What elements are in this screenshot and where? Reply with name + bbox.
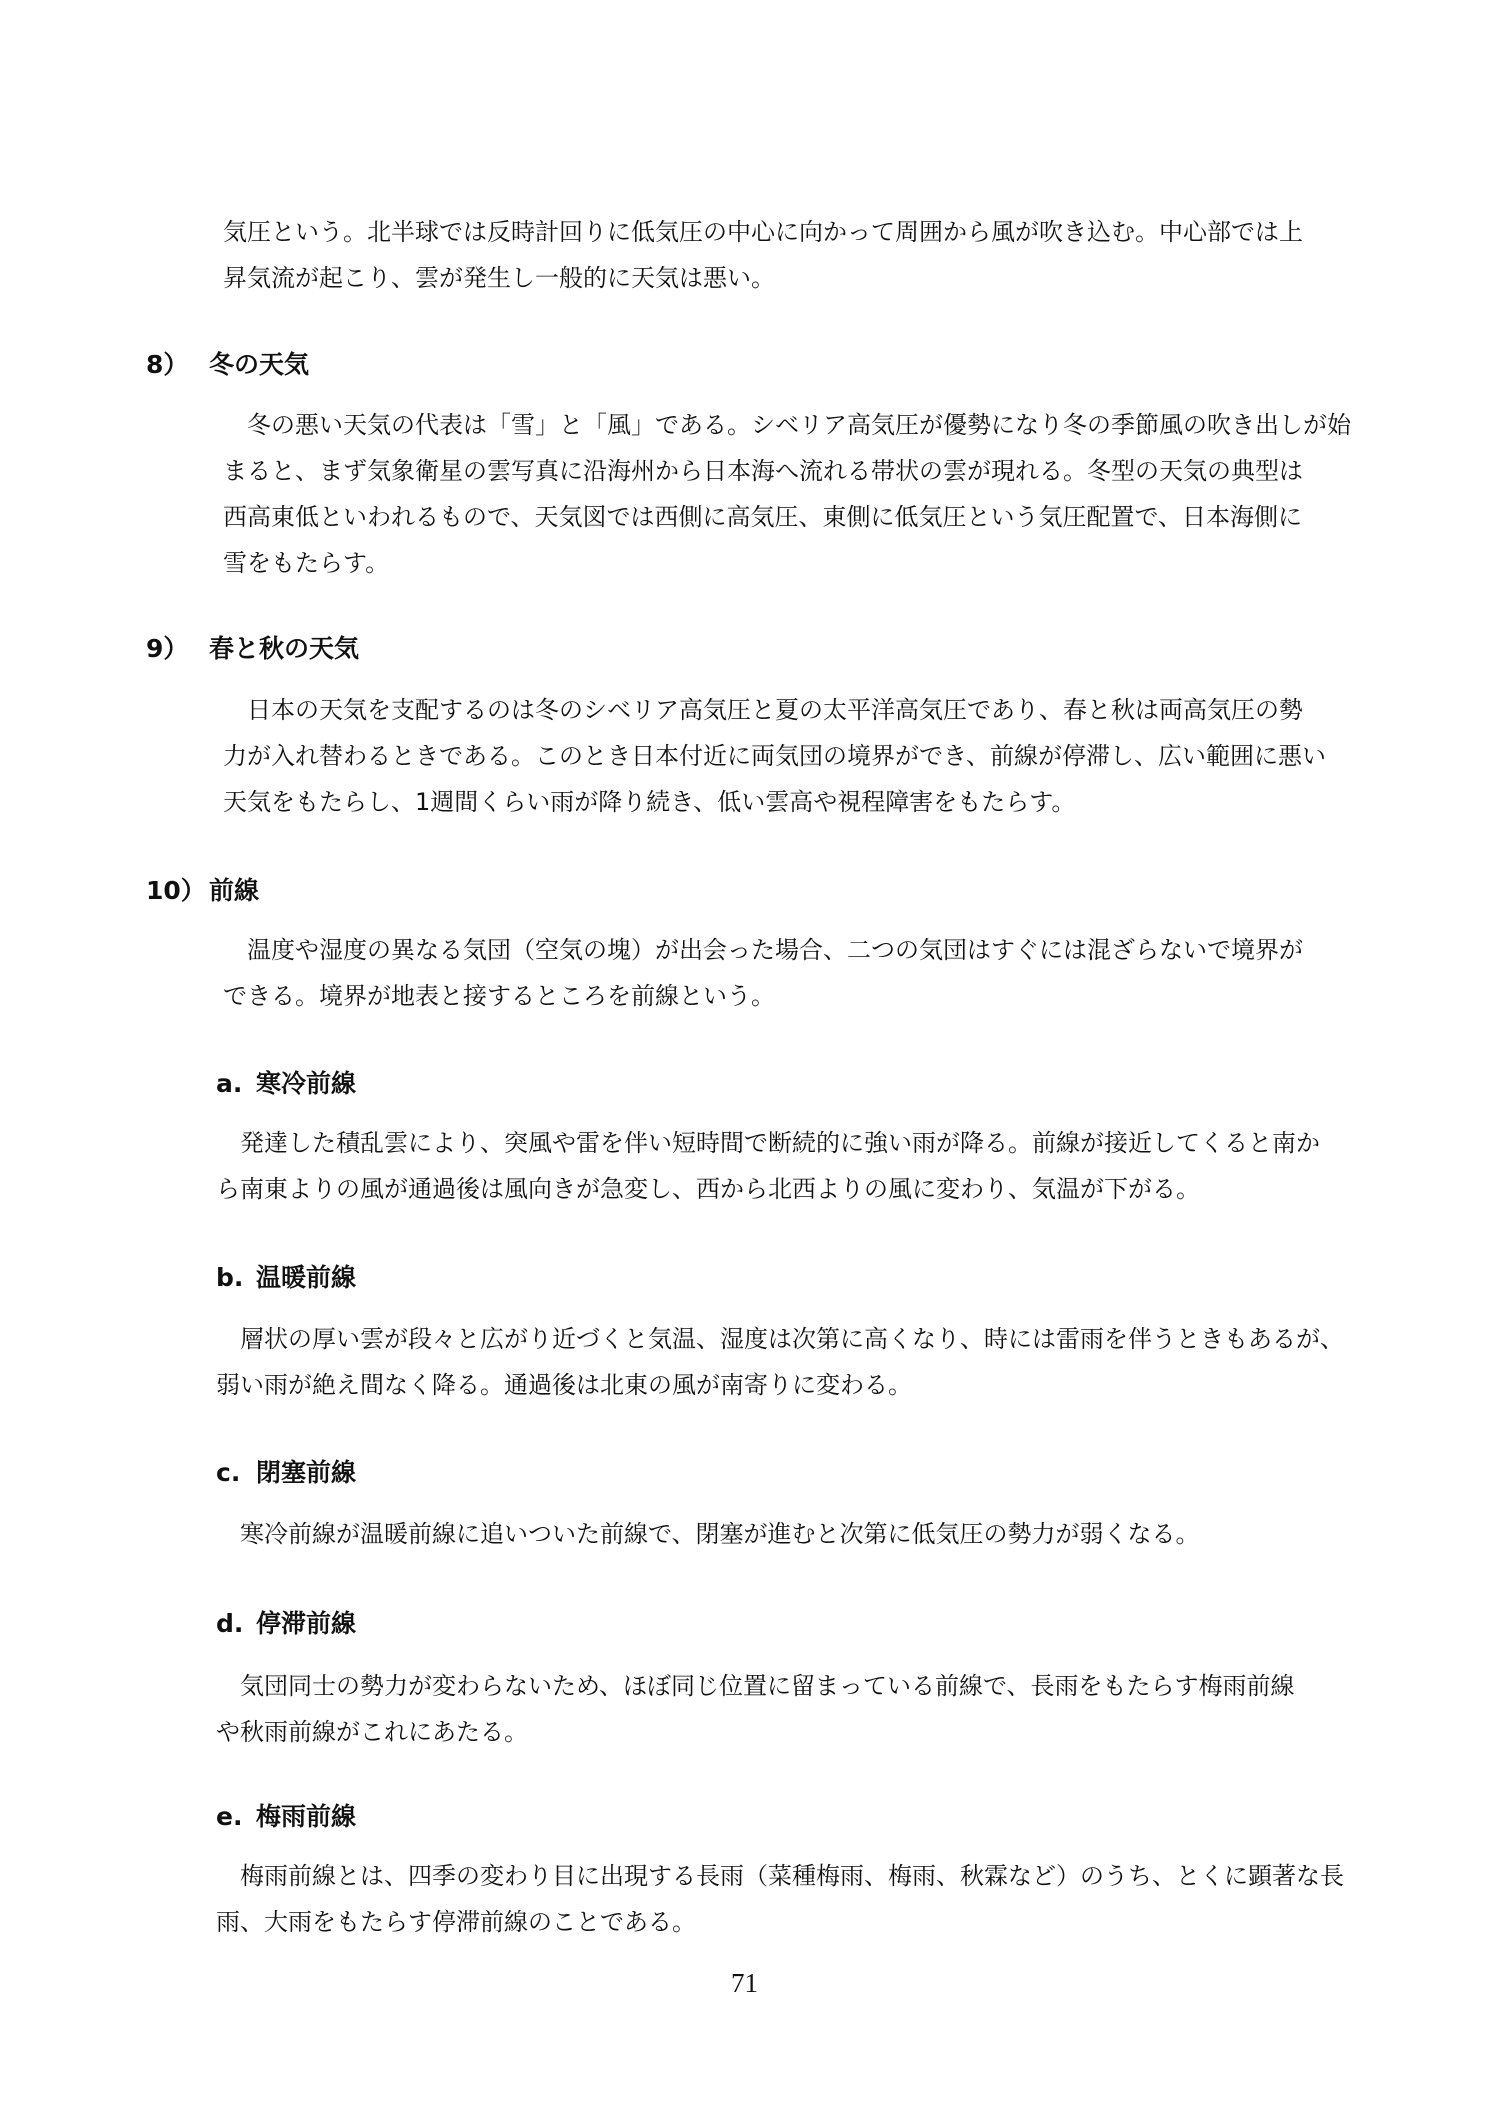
- front-title: 停滞前線: [256, 1609, 357, 1638]
- paragraph-line: 発達した積乱雲により、突風や雷を伴い短時間で断続的に強い雨が降る。前線が接近してくると南か: [240, 1129, 1320, 1157]
- intro-paragraph: [223, 209, 1363, 301]
- paragraph-line: できる。境界が地表と接するところを前線という。: [223, 982, 775, 1010]
- section-paragraph-spring-autumn: [223, 687, 1363, 825]
- section-paragraph-winter: [223, 402, 1363, 586]
- section-title: 冬の天気: [209, 350, 310, 379]
- paragraph-line: 天気をもたらし、1週間くらい雨が降り続き、低い雲高や視程障害をもたらす。: [223, 788, 1076, 816]
- section-title: 前線: [209, 876, 260, 905]
- front-heading-warm: [216, 1255, 356, 1301]
- page-number: 71: [731, 1968, 758, 1998]
- front-label: a.: [216, 1069, 243, 1098]
- front-label: c.: [216, 1458, 241, 1487]
- section-paragraph-fronts: [223, 927, 1363, 1019]
- front-title: 梅雨前線: [256, 1802, 357, 1831]
- front-label: d.: [216, 1609, 244, 1638]
- section-title: 春と秋の天気: [209, 634, 360, 663]
- paragraph-line: 雨、大雨をもたらす停滞前線のことである。: [216, 1908, 696, 1936]
- front-label: b.: [216, 1263, 244, 1292]
- section-number: 9）: [146, 634, 189, 663]
- paragraph-line: 力が入れ替わるときである。このとき日本付近に両気団の境界ができ、前線が停滞し、広い範囲に悪い: [223, 742, 1327, 770]
- section-heading-winter: [146, 342, 309, 388]
- front-title: 寒冷前線: [256, 1069, 357, 1098]
- paragraph-line: 温度や湿度の異なる気団（空気の塊）が出会った場合、二つの気団はすぐには混ざらないで境界が: [247, 936, 1303, 964]
- front-heading-occluded: [216, 1450, 356, 1496]
- front-title: 温暖前線: [256, 1263, 357, 1292]
- paragraph-line: ら南東よりの風が通過後は風向きが急変し、西から北西よりの風に変わり、気温が下がる。: [216, 1175, 1200, 1203]
- front-heading-stationary: [216, 1601, 356, 1647]
- paragraph-line: 弱い雨が絶え間なく降る。通過後は北東の風が南寄りに変わる。: [216, 1371, 912, 1399]
- section-heading-spring-autumn: [146, 626, 359, 672]
- front-paragraph-occluded: [216, 1511, 1366, 1557]
- paragraph-line: 冬の悪い天気の代表は「雪」と「風」である。シベリア高気圧が優勢になり冬の季節風の吹き出しが始: [247, 411, 1351, 439]
- paragraph-line: や秋雨前線がこれにあたる。: [216, 1718, 528, 1746]
- paragraph-line: 梅雨前線とは、四季の変わり目に出現する長雨（菜種梅雨、梅雨、秋霖など）のうち、とくに顕著な長: [240, 1862, 1344, 1890]
- paragraph-line: 層状の厚い雲が段々と広がり近づくと気温、湿度は次第に高くなり、時には雷雨を伴うときもあるが、: [240, 1325, 1344, 1353]
- front-title: 閉塞前線: [256, 1458, 357, 1487]
- front-paragraph-cold: [216, 1120, 1366, 1212]
- front-paragraph-baiu: [216, 1853, 1366, 1945]
- paragraph-line: 雪をもたらす。: [223, 549, 390, 577]
- paragraph-line: 気団同士の勢力が変わらないため、ほぼ同じ位置に留まっている前線で、長雨をもたらす梅雨前線: [240, 1672, 1295, 1700]
- paragraph-line: まると、まず気象衛星の雲写真に沿海州から日本海へ流れる帯状の雲が現れる。冬型の天気の典型は: [223, 457, 1303, 485]
- paragraph-line: 西高東低といわれるもので、天気図では西側に高気圧、東側に低気圧という気圧配置で、日本海側に: [223, 503, 1303, 531]
- front-heading-baiu: [216, 1794, 356, 1840]
- front-label: e.: [216, 1802, 243, 1831]
- paragraph-line: 寒冷前線が温暖前線に追いついた前線で、閉塞が進むと次第に低気圧の勢力が弱くなる。: [240, 1520, 1200, 1548]
- paragraph-line: 日本の天気を支配するのは冬のシベリア高気圧と夏の太平洋高気圧であり、春と秋は両高気圧の勢: [247, 696, 1303, 724]
- paragraph-line: 昇気流が起こり、雲が発生し一般的に天気は悪い。: [223, 264, 775, 292]
- section-number: 8）: [146, 350, 189, 379]
- paragraph-line: 気圧という。北半球では反時計回りに低気圧の中心に向かって周囲から風が吹き込む。中心部では上: [223, 218, 1303, 246]
- section-heading-fronts: [146, 868, 259, 914]
- front-heading-cold: [216, 1061, 356, 1107]
- section-number: 10）: [146, 876, 206, 905]
- front-paragraph-stationary: [216, 1663, 1366, 1755]
- front-paragraph-warm: [216, 1316, 1366, 1408]
